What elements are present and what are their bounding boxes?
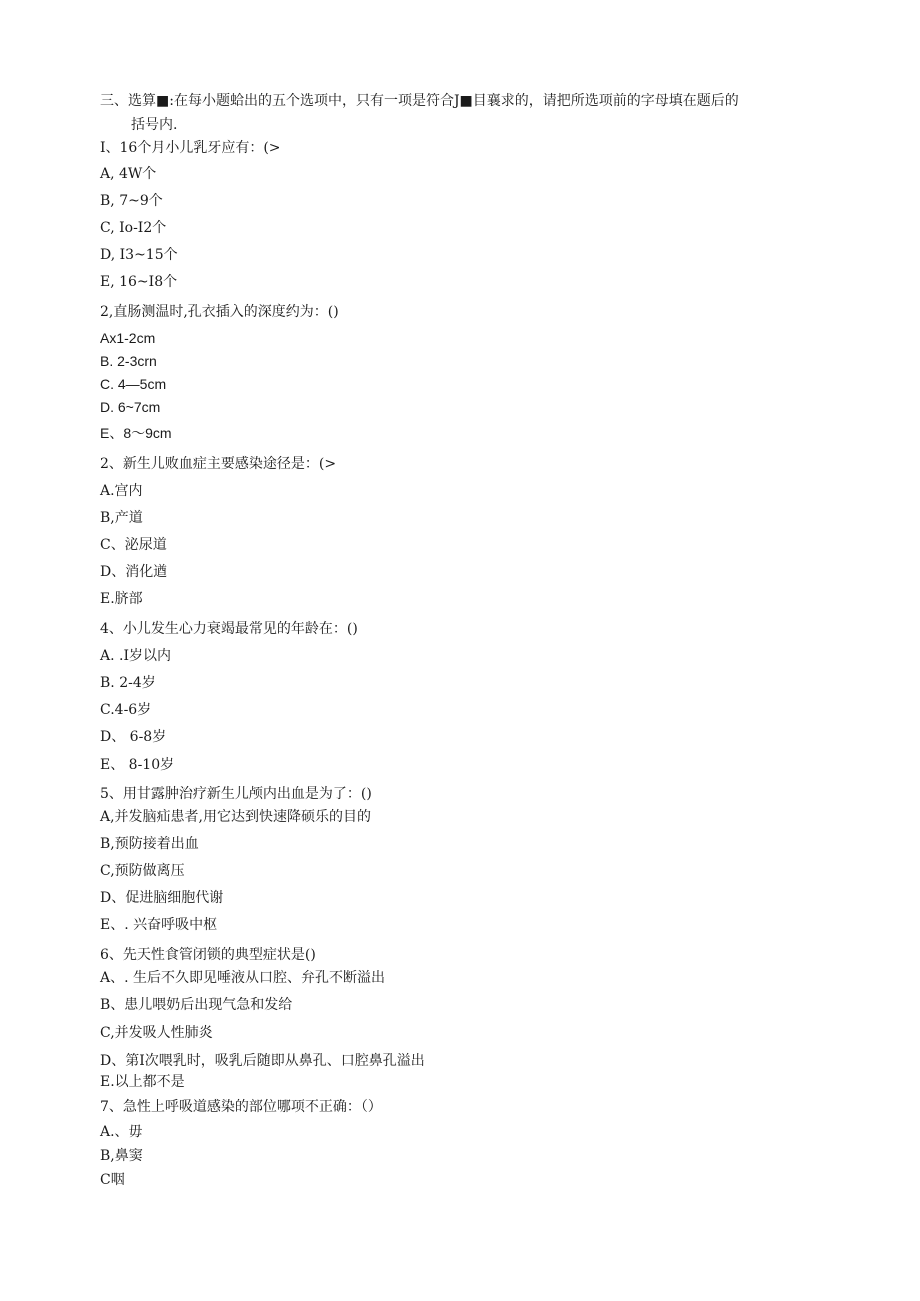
question-5-option-a: A,并发脑疝患者,用它达到快速降硕乐的目的 [100, 809, 372, 825]
question-7-stem: 7、急性上呼吸道感染的部位哪项不正确：（） [100, 1099, 382, 1115]
question-6-option-d: D、第I次喂乳时，吸乳后随即从鼻孔、口腔鼻孔溢出 [100, 1053, 425, 1069]
question-7-option-b: B,鼻窦 [100, 1148, 143, 1164]
question-6-option-e: E.以上都不是 [100, 1074, 185, 1090]
question-3-option-d: D、消化遒 [100, 564, 168, 580]
question-2-option-e: E、8〜9cm [100, 425, 172, 441]
question-5-stem: 5、用甘露肿治疗新生儿颅内出血是为了：() [100, 786, 372, 802]
section-header-line2: 括号内. [131, 117, 178, 133]
question-5-option-c: C,预防做离压 [100, 863, 185, 879]
question-7-option-c: C咽 [100, 1172, 125, 1188]
question-1-option-e: E, 16~I8个 [100, 274, 178, 290]
question-4-option-a: A. .I岁以内 [100, 648, 171, 664]
question-4-option-e: E、 8-10岁 [100, 757, 175, 773]
question-6-option-b: B、患儿喂奶后出现气急和发给 [100, 997, 293, 1013]
question-1-option-a: A, 4W个 [100, 166, 157, 182]
question-5-option-e: E、. 兴奋呼吸中枢 [100, 917, 218, 933]
question-6-stem: 6、先天性食管闭锁的典型症状是() [100, 947, 316, 963]
section-header-line1: 三、选算■:在每小题蛤出的五个选项中，只有一项是符合J■目襄求的，请把所选项前的字母填在题后的 [100, 93, 739, 109]
question-5-option-d: D、促进脑细胞代谢 [100, 890, 224, 906]
question-3-option-b: B,产道 [100, 510, 143, 526]
question-1-stem: I、16个月小儿乳牙应有：(> [100, 140, 281, 156]
question-4-option-d: D、 6-8岁 [100, 729, 167, 745]
question-7-option-a: A.、毋 [100, 1124, 143, 1140]
question-3-stem: 2、新生儿败血症主要感染途径是：(> [100, 456, 337, 472]
question-2-option-b: B. 2-3crn [100, 353, 157, 369]
question-1-option-d: D, I3~15个 [100, 247, 178, 263]
question-3-option-e: E.脐部 [100, 591, 143, 607]
question-4-stem: 4、小儿发生心力衰竭最常见的年龄在：() [100, 621, 358, 637]
question-2-stem: 2,直肠测温时,孔衣插入的深度约为：() [100, 304, 339, 320]
question-2-option-a: Ax1-2cm [100, 330, 156, 346]
question-6-option-a: A、. 生后不久即见唾液从口腔、弁孔不断溢出 [100, 970, 386, 986]
question-1-option-b: B, 7~9个 [100, 193, 163, 209]
question-3-option-c: C、泌尿道 [100, 537, 167, 553]
question-5-option-b: B,预防接着出血 [100, 836, 199, 852]
question-4-option-c: C.4-6岁 [100, 702, 152, 718]
question-2-option-d: D. 6~7cm [100, 399, 161, 415]
question-1-option-c: C, Io-I2个 [100, 220, 167, 236]
question-6-option-c: C,并发吸人性肺炎 [100, 1025, 213, 1041]
question-2-option-c: C. 4—5cm [100, 376, 167, 392]
question-4-option-b: B. 2-4岁 [100, 675, 156, 691]
question-3-option-a: A.宫内 [100, 483, 143, 499]
